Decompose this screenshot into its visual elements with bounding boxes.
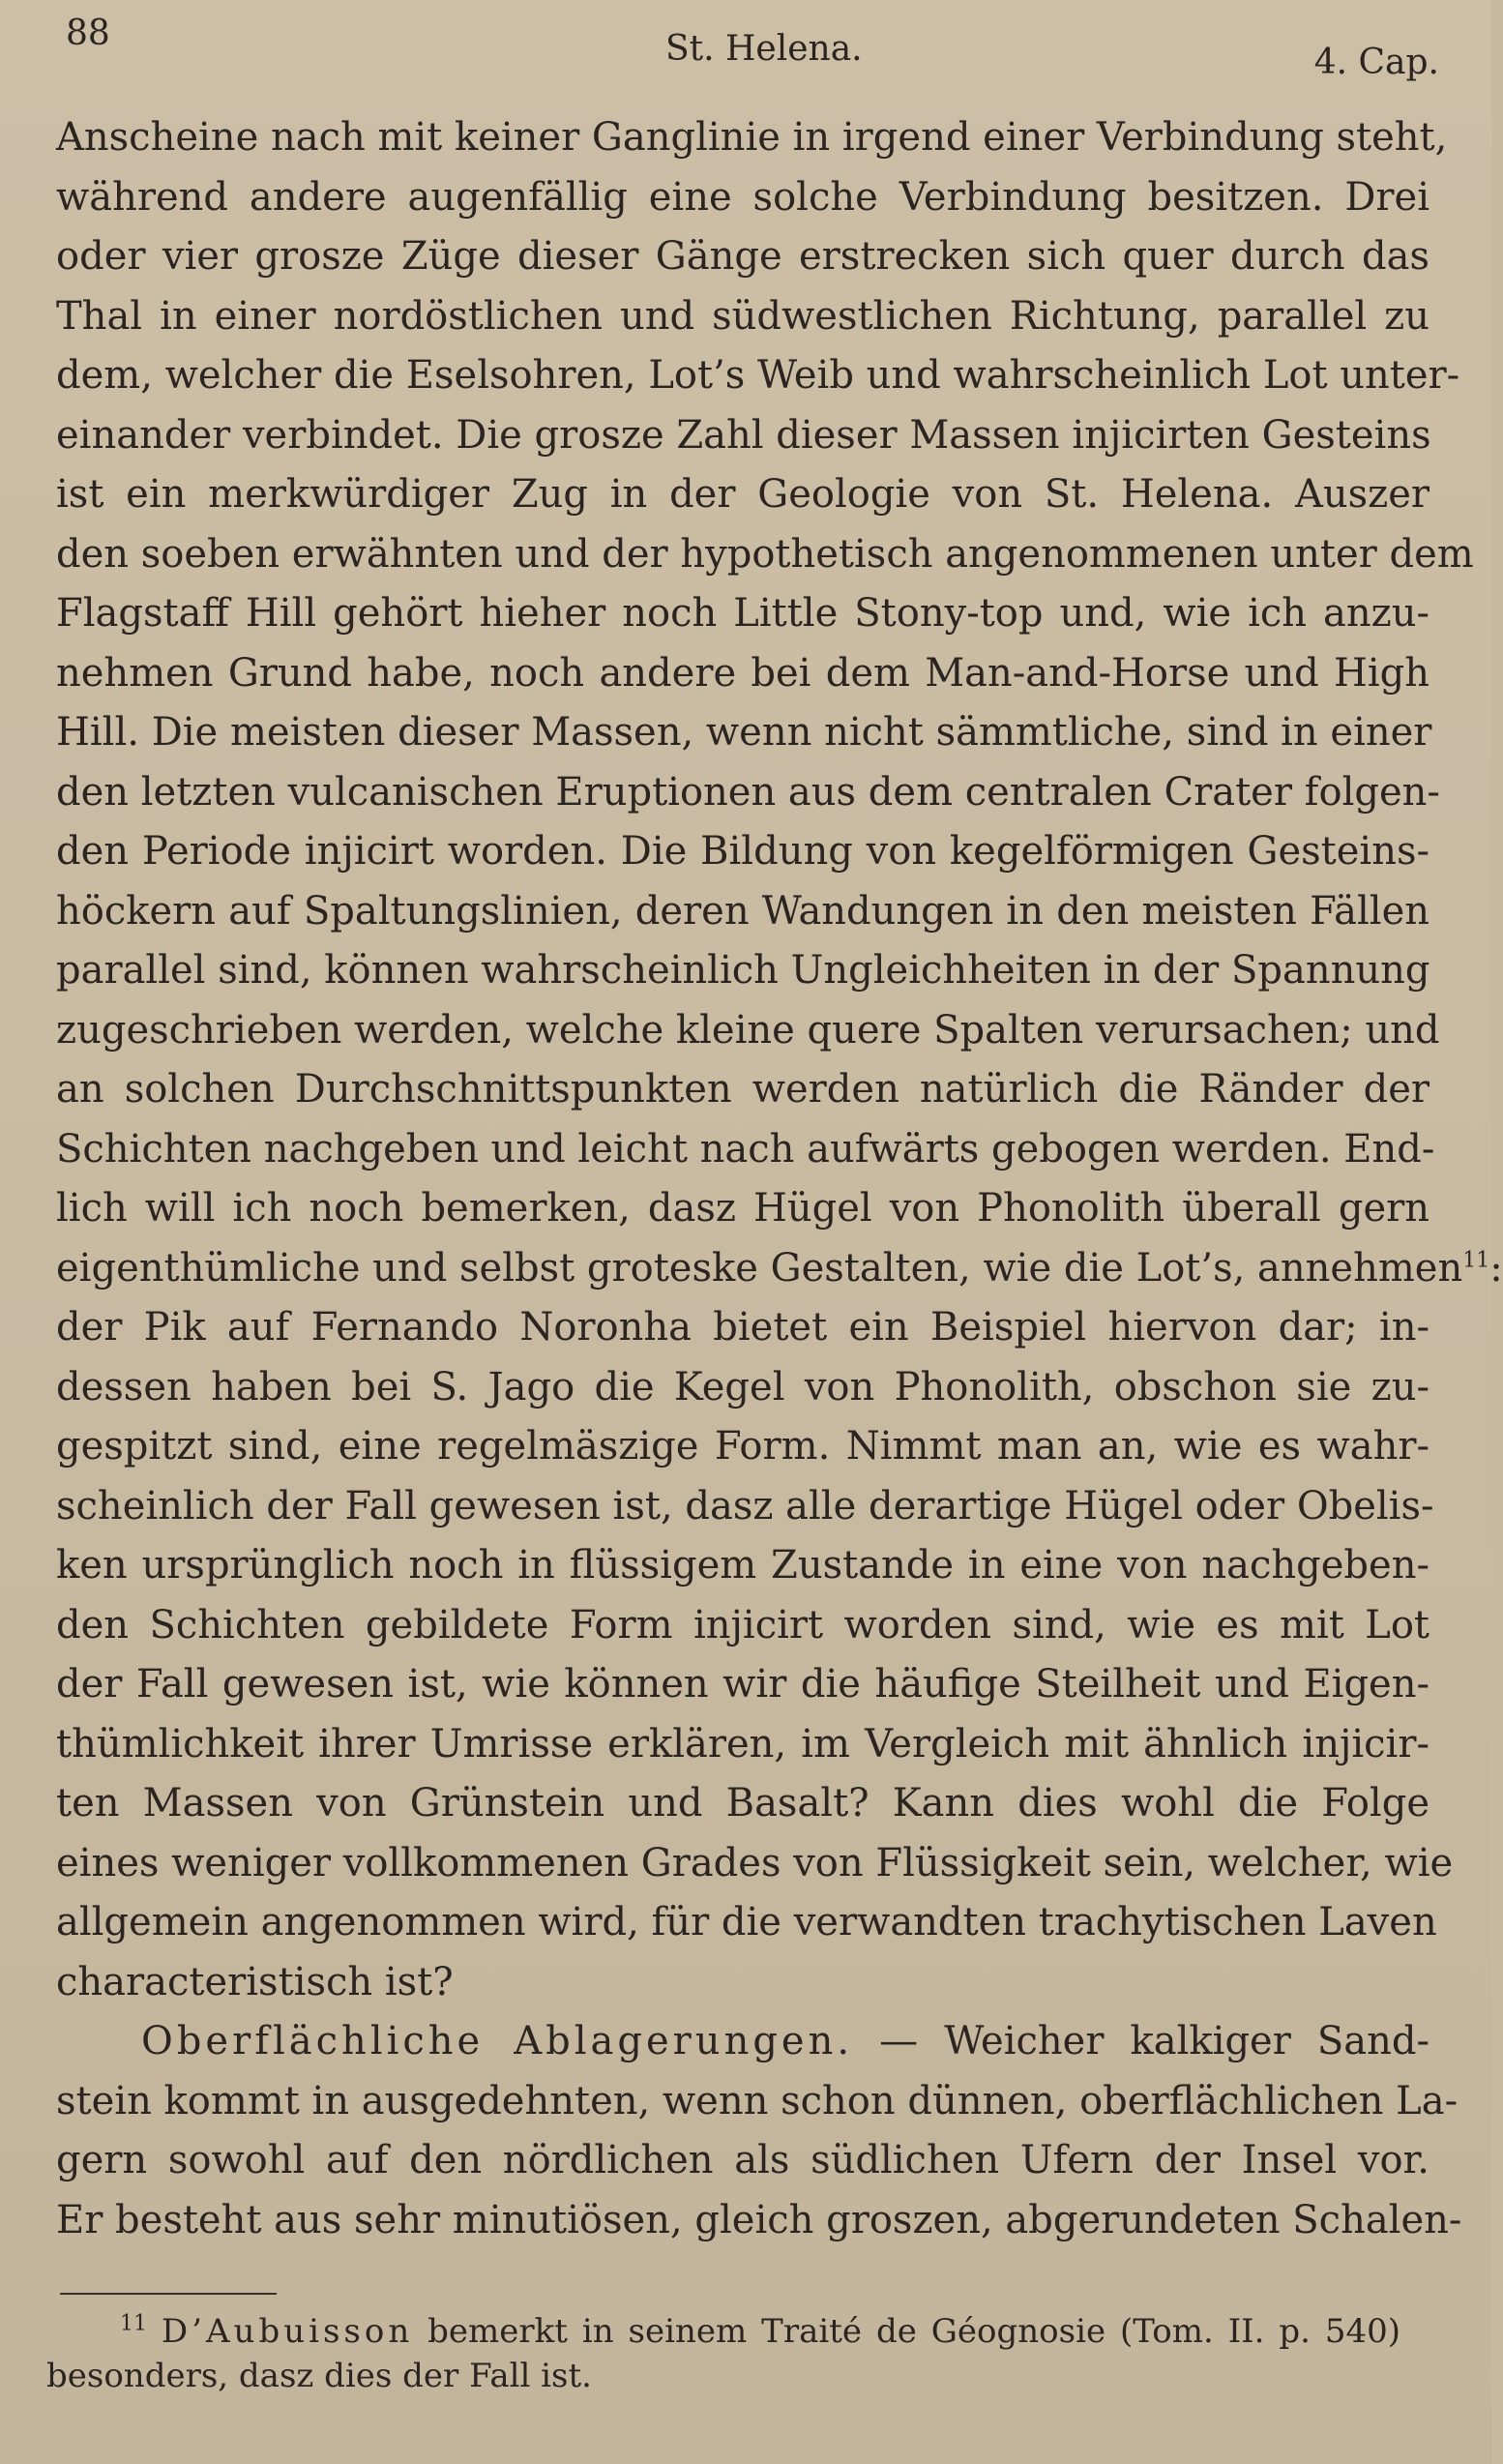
text-line: lich will ich noch bemerken, dasz Hügel von Phonolith überall gern bbox=[56, 1186, 1429, 1231]
footnote-line bbox=[46, 2309, 1400, 2354]
page-number: 88 bbox=[66, 14, 110, 53]
footnote-number: 11 bbox=[120, 2311, 147, 2336]
section-line-content: — Weicher kalkiger Sand- bbox=[879, 2019, 1430, 2063]
chapter-label: 4. Cap. bbox=[1313, 43, 1439, 82]
footnote-reference[interactable]: 11 bbox=[1462, 1248, 1490, 1273]
text-line: Anscheine nach mit keiner Ganglinie in irgend einer Verbindung steht, bbox=[56, 115, 1448, 160]
text-line: thümlichkeit ihrer Umrisse erklären, im Vergleich mit ähnlich injicir- bbox=[56, 1721, 1429, 1766]
text-line: während andere augenfällig eine solche Verbindung besitzen. Drei bbox=[56, 174, 1429, 220]
text-line-tail: : bbox=[1489, 1245, 1503, 1291]
text-line: gespitzt sind, eine regelmäszige Form. Nimmt man an, wie es wahr- bbox=[56, 1424, 1429, 1469]
section-heading: Oberflächliche Ablagerungen. bbox=[141, 2019, 854, 2063]
text-line: den letzten vulcanischen Eruptionen aus dem centralen Crater folgen- bbox=[56, 769, 1440, 815]
text-line: dem, welcher die Eselsohren, Lot’s Weib und wahrscheinlich Lot unter- bbox=[56, 353, 1460, 398]
text-line: gern sowohl auf den nördlichen als südlichen Ufern der Insel vor. bbox=[56, 2138, 1429, 2182]
page-header bbox=[66, 14, 1439, 82]
footnote-divider bbox=[60, 2293, 277, 2295]
text-line: stein kommt in ausgedehnten, wenn schon dünnen, oberflächlichen La- bbox=[56, 2078, 1459, 2123]
text-line: den Schichten gebildete Form injicirt worden sind, wie es mit Lot bbox=[56, 1602, 1429, 1648]
text-line: nehmen Grund habe, noch andere bei dem Man-and-Horse und High bbox=[56, 650, 1429, 696]
text-line: ken ursprünglich noch in flüssigem Zustande in eine von nachgeben- bbox=[56, 1543, 1429, 1588]
footnotes bbox=[46, 2309, 1400, 2398]
running-title: St. Helena. bbox=[665, 29, 863, 69]
text-line: der Pik auf Fernando Noronha bietet ein Beispiel hiervon dar; in- bbox=[56, 1305, 1429, 1350]
text-line: Flagstaff Hill gehört hieher noch Little Stony-top und, wie ich anzu- bbox=[56, 591, 1429, 636]
text-line: dessen haben bei S. Jago die Kegel von Phonolith, obschon sie zu- bbox=[56, 1364, 1429, 1410]
text-line: der Fall gewesen ist, wie können wir die häufige Steilheit und Eigen- bbox=[56, 1662, 1429, 1707]
section-first-line bbox=[56, 2012, 1429, 2072]
text-line: oder vier grosze Züge dieser Gänge erstrecken sich quer durch das bbox=[56, 234, 1429, 279]
text-line: höckern auf Spaltungslinien, deren Wandungen in den meisten Fällen bbox=[56, 888, 1429, 934]
text-line: an solchen Durchschnittspunkten werden natürlich die Ränder der bbox=[56, 1067, 1429, 1112]
text-line: eines weniger vollkommenen Grades von Flüssigkeit sein, welcher, wie bbox=[56, 1840, 1454, 1885]
footnote-author: D’Aubuisson bbox=[161, 2312, 414, 2351]
footnote-line: besonders, dasz dies der Fall ist. bbox=[46, 2357, 592, 2395]
text-line: ten Massen von Grünstein und Basalt? Kann dies wohl die Folge bbox=[56, 1781, 1429, 1826]
text-line: parallel sind, können wahrscheinlich Ungleichheiten in der Spannung bbox=[56, 948, 1430, 993]
text-line: scheinlich der Fall gewesen ist, dasz alle derartige Hügel oder Obelis- bbox=[56, 1483, 1434, 1529]
text-line: ist ein merkwürdiger Zug in der Geologie von St. Helena. Auszer bbox=[56, 472, 1429, 517]
footnote-text: bemerkt in seinem Traité de Géognosie (Tom. II. p. 540) bbox=[427, 2312, 1400, 2351]
text-line: einander verbindet. Die grosze Zahl dieser Massen injicirten Gesteins bbox=[56, 412, 1431, 458]
text-line: zugeschrieben werden, welche kleine quere Spalten verursachen; und bbox=[56, 1007, 1440, 1053]
text-line: Schichten nachgeben und leicht nach aufwärts gebogen werden. End- bbox=[56, 1126, 1435, 1172]
text-line: Er besteht aus sehr minutiösen, gleich groszen, abgerundeten Schalen- bbox=[56, 2197, 1462, 2242]
text-line: den soeben erwähnten und der hypothetisch angenommenen unter dem bbox=[56, 531, 1474, 577]
text-line-with-footnote-ref bbox=[56, 1239, 1503, 1299]
text-line: Hill. Die meisten dieser Massen, wenn nicht sämmtliche, sind in einer bbox=[56, 710, 1432, 755]
text-line: allgemein angenommen wird, für die verwandten trachytischen Laven bbox=[56, 1900, 1437, 1944]
text-line: characteristisch ist? bbox=[56, 1959, 454, 2004]
text-line: den Periode injicirt worden. Die Bildung von kegelförmigen Gesteins- bbox=[56, 829, 1429, 874]
text-line-content: eigenthümliche und selbst groteske Gestalten, wie die Lot’s, annehmen bbox=[56, 1245, 1463, 1291]
text-line: Thal in einer nordöstlichen und südwestlichen Richtung, parallel zu bbox=[56, 293, 1429, 339]
body-text bbox=[56, 108, 1503, 2250]
